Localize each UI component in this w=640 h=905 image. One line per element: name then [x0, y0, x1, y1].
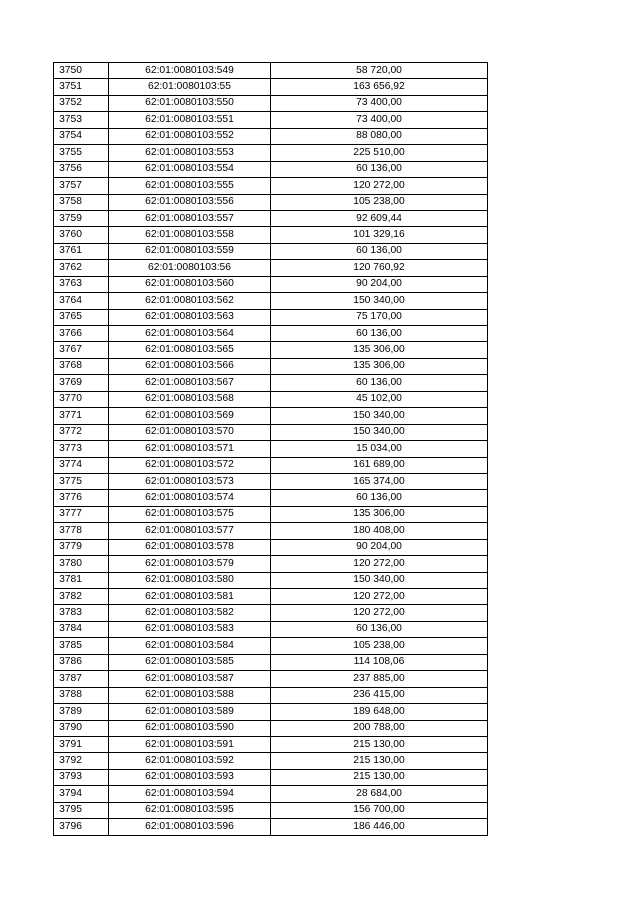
cadastral-number-cell: 62:01:0080103:550 — [109, 95, 271, 111]
row-number-cell: 3786 — [54, 654, 109, 670]
table-row — [54, 654, 488, 670]
value-cell: 101 329,16 — [271, 227, 488, 243]
row-number-cell: 3769 — [54, 375, 109, 391]
cadastral-number-cell: 62:01:0080103:588 — [109, 687, 271, 703]
table-row — [54, 95, 488, 111]
table-body — [54, 63, 488, 836]
cadastral-number-cell: 62:01:0080103:594 — [109, 786, 271, 802]
row-number-cell: 3775 — [54, 473, 109, 489]
table-row — [54, 63, 488, 79]
row-number-cell: 3751 — [54, 79, 109, 95]
row-number-cell: 3783 — [54, 605, 109, 621]
row-number-cell: 3773 — [54, 441, 109, 457]
cadastral-number-cell: 62:01:0080103:562 — [109, 293, 271, 309]
table-row — [54, 572, 488, 588]
value-cell: 135 306,00 — [271, 358, 488, 374]
row-number-cell: 3792 — [54, 753, 109, 769]
cadastral-number-cell: 62:01:0080103:580 — [109, 572, 271, 588]
row-number-cell: 3777 — [54, 506, 109, 522]
table-row — [54, 736, 488, 752]
cadastral-number-cell: 62:01:0080103:592 — [109, 753, 271, 769]
row-number-cell: 3788 — [54, 687, 109, 703]
row-number-cell: 3767 — [54, 342, 109, 358]
cadastral-number-cell: 62:01:0080103:582 — [109, 605, 271, 621]
row-number-cell: 3750 — [54, 63, 109, 79]
value-cell: 215 130,00 — [271, 753, 488, 769]
row-number-cell: 3759 — [54, 210, 109, 226]
table-row — [54, 145, 488, 161]
cadastral-number-cell: 62:01:0080103:55 — [109, 79, 271, 95]
cadastral-number-cell: 62:01:0080103:568 — [109, 391, 271, 407]
value-cell: 165 374,00 — [271, 473, 488, 489]
value-cell: 105 238,00 — [271, 194, 488, 210]
table-row — [54, 210, 488, 226]
table-row — [54, 260, 488, 276]
cadastral-number-cell: 62:01:0080103:566 — [109, 358, 271, 374]
value-cell: 237 885,00 — [271, 671, 488, 687]
table-row — [54, 786, 488, 802]
value-cell: 150 340,00 — [271, 293, 488, 309]
table-row — [54, 424, 488, 440]
value-cell: 73 400,00 — [271, 95, 488, 111]
cadastral-number-cell: 62:01:0080103:583 — [109, 621, 271, 637]
row-number-cell: 3754 — [54, 128, 109, 144]
row-number-cell: 3776 — [54, 490, 109, 506]
cadastral-number-cell: 62:01:0080103:56 — [109, 260, 271, 276]
row-number-cell: 3796 — [54, 819, 109, 835]
value-cell: 135 306,00 — [271, 342, 488, 358]
table-row — [54, 128, 488, 144]
value-cell: 92 609,44 — [271, 210, 488, 226]
value-cell: 163 656,92 — [271, 79, 488, 95]
cadastral-number-cell: 62:01:0080103:574 — [109, 490, 271, 506]
row-number-cell: 3755 — [54, 145, 109, 161]
value-cell: 150 340,00 — [271, 572, 488, 588]
row-number-cell: 3779 — [54, 539, 109, 555]
row-number-cell: 3768 — [54, 358, 109, 374]
row-number-cell: 3760 — [54, 227, 109, 243]
row-number-cell: 3757 — [54, 178, 109, 194]
value-cell: 180 408,00 — [271, 523, 488, 539]
value-cell: 150 340,00 — [271, 408, 488, 424]
value-cell: 200 788,00 — [271, 720, 488, 736]
cadastral-number-cell: 62:01:0080103:589 — [109, 704, 271, 720]
cadastral-number-cell: 62:01:0080103:570 — [109, 424, 271, 440]
cadastral-number-cell: 62:01:0080103:571 — [109, 441, 271, 457]
table-row — [54, 293, 488, 309]
cadastral-number-cell: 62:01:0080103:585 — [109, 654, 271, 670]
cadastral-number-cell: 62:01:0080103:557 — [109, 210, 271, 226]
row-number-cell: 3762 — [54, 260, 109, 276]
cadastral-value-table — [53, 62, 488, 836]
table-row — [54, 687, 488, 703]
table-row — [54, 391, 488, 407]
cadastral-number-cell: 62:01:0080103:579 — [109, 556, 271, 572]
value-cell: 120 272,00 — [271, 178, 488, 194]
table-row — [54, 589, 488, 605]
table-row — [54, 276, 488, 292]
value-cell: 15 034,00 — [271, 441, 488, 457]
cadastral-number-cell: 62:01:0080103:595 — [109, 802, 271, 818]
value-cell: 114 108,06 — [271, 654, 488, 670]
row-number-cell: 3763 — [54, 276, 109, 292]
row-number-cell: 3764 — [54, 293, 109, 309]
cadastral-number-cell: 62:01:0080103:584 — [109, 638, 271, 654]
row-number-cell: 3787 — [54, 671, 109, 687]
value-cell: 60 136,00 — [271, 621, 488, 637]
row-number-cell: 3780 — [54, 556, 109, 572]
cadastral-number-cell: 62:01:0080103:572 — [109, 457, 271, 473]
value-cell: 90 204,00 — [271, 276, 488, 292]
table-row — [54, 819, 488, 835]
table-row — [54, 178, 488, 194]
row-number-cell: 3770 — [54, 391, 109, 407]
value-cell: 135 306,00 — [271, 506, 488, 522]
value-cell: 186 446,00 — [271, 819, 488, 835]
row-number-cell: 3752 — [54, 95, 109, 111]
value-cell: 120 272,00 — [271, 605, 488, 621]
value-cell: 120 760,92 — [271, 260, 488, 276]
value-cell: 88 080,00 — [271, 128, 488, 144]
row-number-cell: 3782 — [54, 589, 109, 605]
value-cell: 58 720,00 — [271, 63, 488, 79]
table-row — [54, 161, 488, 177]
row-number-cell: 3756 — [54, 161, 109, 177]
table-row — [54, 671, 488, 687]
value-cell: 105 238,00 — [271, 638, 488, 654]
row-number-cell: 3758 — [54, 194, 109, 210]
row-number-cell: 3766 — [54, 326, 109, 342]
row-number-cell: 3772 — [54, 424, 109, 440]
cadastral-number-cell: 62:01:0080103:549 — [109, 63, 271, 79]
row-number-cell: 3774 — [54, 457, 109, 473]
cadastral-number-cell: 62:01:0080103:563 — [109, 309, 271, 325]
value-cell: 189 648,00 — [271, 704, 488, 720]
value-cell: 236 415,00 — [271, 687, 488, 703]
table-row — [54, 605, 488, 621]
value-cell: 60 136,00 — [271, 243, 488, 259]
table-row — [54, 769, 488, 785]
value-cell: 60 136,00 — [271, 326, 488, 342]
table-row — [54, 408, 488, 424]
value-cell: 73 400,00 — [271, 112, 488, 128]
cadastral-number-cell: 62:01:0080103:581 — [109, 589, 271, 605]
row-number-cell: 3790 — [54, 720, 109, 736]
table-row — [54, 523, 488, 539]
row-number-cell: 3791 — [54, 736, 109, 752]
table-row — [54, 457, 488, 473]
cadastral-number-cell: 62:01:0080103:555 — [109, 178, 271, 194]
cadastral-number-cell: 62:01:0080103:593 — [109, 769, 271, 785]
table-row — [54, 309, 488, 325]
value-cell: 225 510,00 — [271, 145, 488, 161]
table-row — [54, 490, 488, 506]
row-number-cell: 3789 — [54, 704, 109, 720]
table-row — [54, 704, 488, 720]
table-row — [54, 243, 488, 259]
table-row — [54, 720, 488, 736]
value-cell: 60 136,00 — [271, 375, 488, 391]
table-row — [54, 621, 488, 637]
table-row — [54, 753, 488, 769]
value-cell: 60 136,00 — [271, 161, 488, 177]
table-row — [54, 441, 488, 457]
cadastral-number-cell: 62:01:0080103:552 — [109, 128, 271, 144]
value-cell: 150 340,00 — [271, 424, 488, 440]
table-row — [54, 802, 488, 818]
value-cell: 215 130,00 — [271, 736, 488, 752]
table-row — [54, 79, 488, 95]
cadastral-number-cell: 62:01:0080103:569 — [109, 408, 271, 424]
cadastral-number-cell: 62:01:0080103:591 — [109, 736, 271, 752]
row-number-cell: 3771 — [54, 408, 109, 424]
table-row — [54, 112, 488, 128]
cadastral-number-cell: 62:01:0080103:554 — [109, 161, 271, 177]
value-cell: 28 684,00 — [271, 786, 488, 802]
cadastral-number-cell: 62:01:0080103:553 — [109, 145, 271, 161]
cadastral-number-cell: 62:01:0080103:573 — [109, 473, 271, 489]
table-row — [54, 326, 488, 342]
value-cell: 120 272,00 — [271, 589, 488, 605]
cadastral-number-cell: 62:01:0080103:587 — [109, 671, 271, 687]
value-cell: 90 204,00 — [271, 539, 488, 555]
cadastral-number-cell: 62:01:0080103:560 — [109, 276, 271, 292]
cadastral-number-cell: 62:01:0080103:578 — [109, 539, 271, 555]
table-row — [54, 342, 488, 358]
row-number-cell: 3753 — [54, 112, 109, 128]
row-number-cell: 3785 — [54, 638, 109, 654]
cadastral-number-cell: 62:01:0080103:564 — [109, 326, 271, 342]
value-cell: 120 272,00 — [271, 556, 488, 572]
table-row — [54, 638, 488, 654]
table-row — [54, 473, 488, 489]
row-number-cell: 3761 — [54, 243, 109, 259]
value-cell: 75 170,00 — [271, 309, 488, 325]
cadastral-number-cell: 62:01:0080103:565 — [109, 342, 271, 358]
value-cell: 161 689,00 — [271, 457, 488, 473]
table-row — [54, 358, 488, 374]
cadastral-number-cell: 62:01:0080103:558 — [109, 227, 271, 243]
row-number-cell: 3793 — [54, 769, 109, 785]
value-cell: 45 102,00 — [271, 391, 488, 407]
table-row — [54, 539, 488, 555]
value-cell: 156 700,00 — [271, 802, 488, 818]
cadastral-number-cell: 62:01:0080103:559 — [109, 243, 271, 259]
row-number-cell: 3794 — [54, 786, 109, 802]
table-row — [54, 375, 488, 391]
value-cell: 215 130,00 — [271, 769, 488, 785]
table-row — [54, 227, 488, 243]
cadastral-number-cell: 62:01:0080103:577 — [109, 523, 271, 539]
row-number-cell: 3784 — [54, 621, 109, 637]
cadastral-number-cell: 62:01:0080103:596 — [109, 819, 271, 835]
cadastral-number-cell: 62:01:0080103:575 — [109, 506, 271, 522]
table-row — [54, 506, 488, 522]
cadastral-number-cell: 62:01:0080103:567 — [109, 375, 271, 391]
row-number-cell: 3781 — [54, 572, 109, 588]
row-number-cell: 3795 — [54, 802, 109, 818]
cadastral-number-cell: 62:01:0080103:556 — [109, 194, 271, 210]
table-row — [54, 556, 488, 572]
row-number-cell: 3765 — [54, 309, 109, 325]
table-row — [54, 194, 488, 210]
row-number-cell: 3778 — [54, 523, 109, 539]
value-cell: 60 136,00 — [271, 490, 488, 506]
cadastral-number-cell: 62:01:0080103:551 — [109, 112, 271, 128]
cadastral-number-cell: 62:01:0080103:590 — [109, 720, 271, 736]
